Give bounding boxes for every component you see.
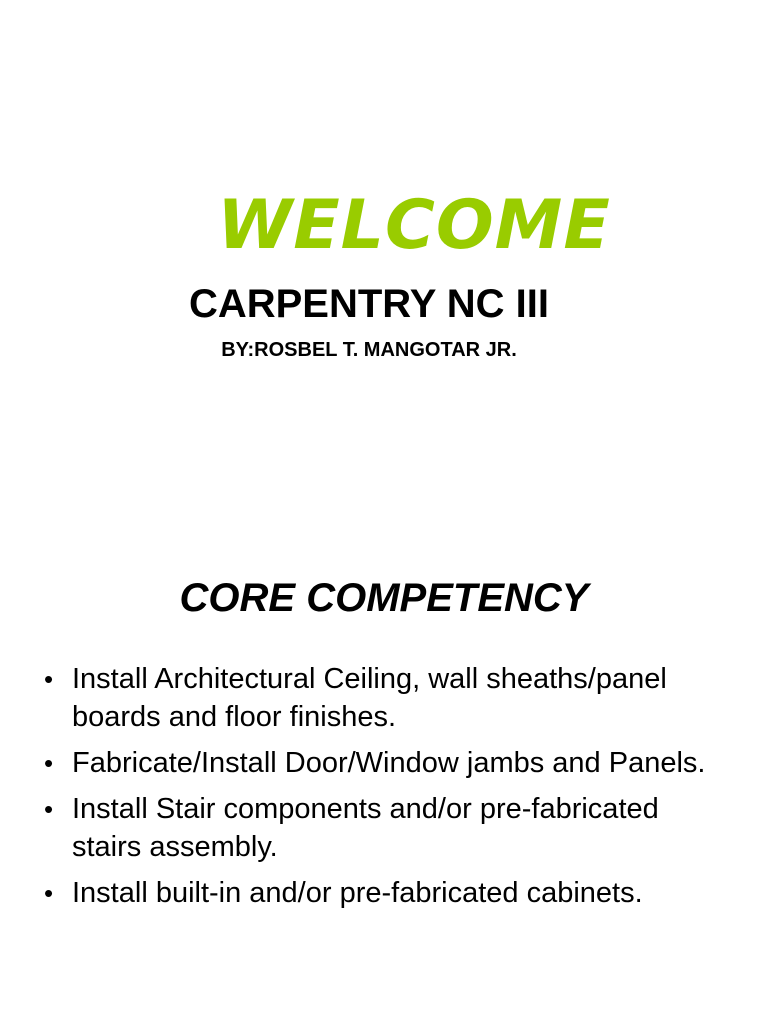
list-item (44, 744, 734, 782)
bullet-icon: • (44, 794, 54, 824)
list-item (44, 874, 734, 912)
bullet-icon: • (44, 664, 54, 694)
course-title: CARPENTRY NC III (188, 282, 550, 326)
welcome-heading: WELCOME (217, 186, 611, 265)
list-item (44, 660, 734, 736)
list-item-text: Install built-in and/or pre-fabricated cabinets. (72, 877, 643, 909)
section-title: CORE COMPETENCY (179, 576, 589, 620)
list-item-text: Install Architectural Ceiling, wall sheaths/panel boards and floor finishes. (72, 663, 667, 733)
bullet-icon: • (44, 748, 54, 778)
slide-core-competency (0, 512, 768, 1024)
author-line: BY:ROSBEL T. MANGOTAR JR. (221, 339, 517, 361)
list-item-text: Fabricate/Install Door/Window jambs and Panels. (72, 747, 706, 779)
list-item (44, 790, 734, 866)
bullet-icon: • (44, 878, 54, 908)
list-item-text: Install Stair components and/or pre-fabricated stairs assembly. (72, 793, 659, 863)
competency-list (44, 660, 734, 920)
